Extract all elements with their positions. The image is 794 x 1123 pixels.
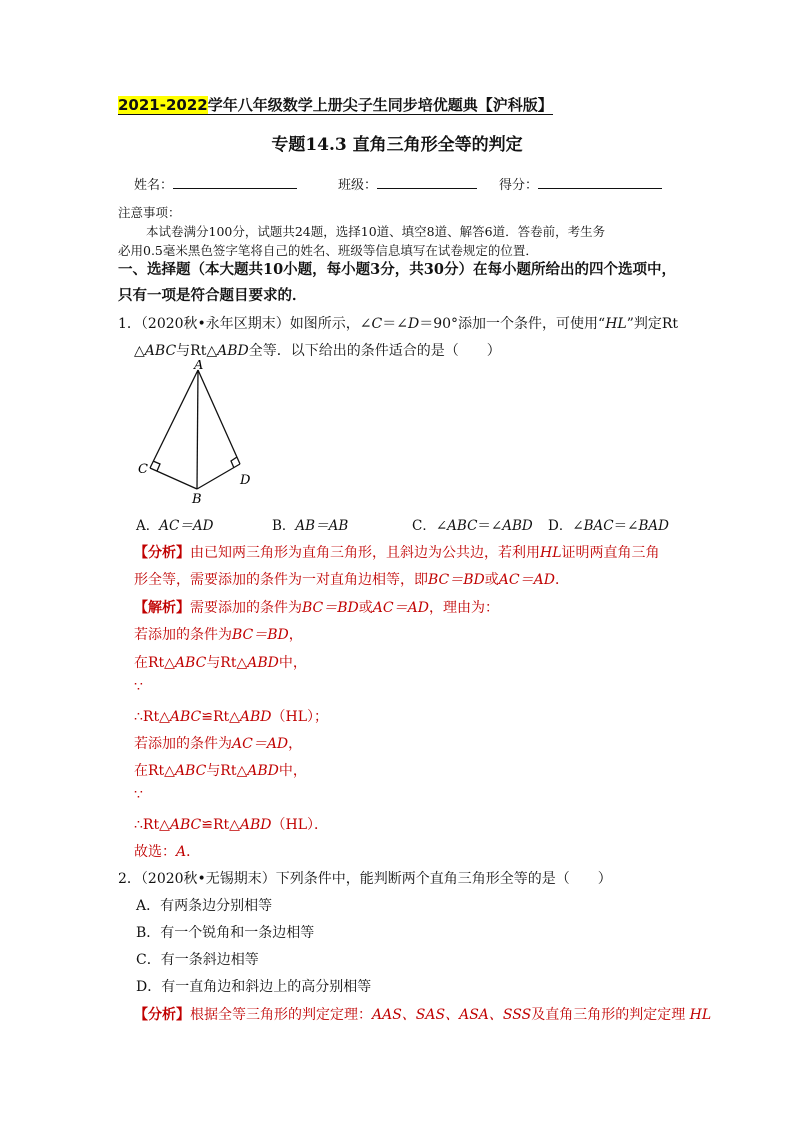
name-label: 姓名： [134, 178, 174, 193]
section-heading-2: 只有一项是符合题目要求的． [118, 287, 307, 304]
q1-stem-line-1: 1．（2020秋•永年区期末）如图所示，∠C＝∠D＝90°添加一个条件，可使用“HL”判定Rt [118, 316, 679, 332]
name-blank[interactable] [173, 176, 297, 189]
q1-option-b[interactable]: B．AB＝AB [272, 518, 349, 534]
q2-option-a[interactable]: A．有两条边分别相等 [136, 898, 273, 914]
q2-option-c[interactable]: C．有一条斜边相等 [136, 952, 259, 968]
q1-option-c[interactable]: C．∠ABC＝∠ABD [412, 518, 533, 534]
segment-cb [150, 468, 197, 489]
q1-solution-because-1: ∵ [134, 679, 143, 695]
q1-solution-line-3: 在Rt△ABC与Rt△ABD中， [134, 655, 307, 671]
q2-option-d[interactable]: D．有一直角边和斜边上的高分别相等 [136, 979, 372, 995]
q1-solution-line-7: 在Rt△ABC与Rt△ABD中， [134, 763, 307, 779]
notice-line-2: 必用0.5毫米黑色签字笔将自己的姓名、班级等信息填写在试卷规定的位置． [118, 243, 538, 258]
doc-title: 专题14.3 直角三角形全等的判定 [271, 135, 523, 155]
label-a: A [194, 360, 204, 373]
score-field[interactable] [499, 174, 662, 193]
q1-stem-line-2: △ABC与Rt△ABD全等．以下给出的条件适合的是（ ） [134, 343, 501, 359]
class-field[interactable] [338, 174, 477, 193]
q1-analysis-line-1: 【分析】由已知两三角形为直角三角形，且斜边为公共边，若利用HL证明两直角三角 [134, 545, 660, 561]
class-label: 班级： [338, 178, 378, 193]
class-blank[interactable] [377, 176, 477, 189]
q1-option-d[interactable]: D．∠BAC＝∠BAD [548, 518, 669, 534]
q1-solution-line-6: 若添加的条件为AC＝AD， [134, 736, 303, 752]
q1-solution-line-1: 【解析】需要添加的条件为BC＝BD或AC＝AD，理由为： [134, 600, 499, 616]
q1-solution-line-2: 若添加的条件为BC＝BD， [134, 627, 303, 643]
q1-solution-line-5: ∴Rt△ABC≌Rt△ABD（HL）； [134, 709, 329, 725]
q1-solution-because-2: ∵ [134, 787, 143, 803]
q1-option-a[interactable]: A．AC＝AD [136, 518, 214, 534]
q1-solution-line-9: ∴Rt△ABC≌Rt△ABD（HL）． [134, 817, 329, 833]
segment-ac [150, 370, 198, 468]
segment-ab [197, 370, 198, 489]
notice-heading: 注意事项： [118, 205, 181, 220]
q2-stem: 2．（2020秋•无锡期末）下列条件中，能判断两个直角三角形全等的是（ ） [118, 871, 612, 887]
score-blank[interactable] [538, 176, 662, 189]
q1-answer: 故选：A． [134, 844, 201, 860]
q2-analysis: 【分析】根据全等三角形的判定定理：AAS、SAS、ASA、SSS及直角三角形的判定定理 HL [134, 1007, 712, 1023]
triangle-diagram [130, 360, 260, 510]
label-d: D [240, 473, 251, 488]
label-b: B [192, 492, 202, 507]
segment-ad [198, 370, 240, 464]
q1-analysis-line-2: 形全等，需要添加的条件为一对直角边相等，即BC＝BD或AC＝AD． [134, 572, 569, 588]
section-heading-1: 一、选择题（本大题共10小题，每小题3分，共30分）在每小题所给出的四个选项中， [118, 261, 676, 278]
doc-header [118, 94, 553, 115]
name-field[interactable] [134, 174, 297, 193]
score-label: 得分： [499, 178, 539, 193]
q2-option-b[interactable]: B．有一个锐角和一条边相等 [136, 925, 315, 941]
header-years: 2021-2022 [118, 96, 208, 114]
notice-line-1: 本试卷满分100分，试题共24题，选择10道、填空8道、解答6道．答卷前，考生务 [146, 224, 606, 239]
header-title: 学年八年级数学上册尖子生同步培优题典【沪科版】 [207, 96, 553, 114]
label-c: C [138, 462, 148, 477]
